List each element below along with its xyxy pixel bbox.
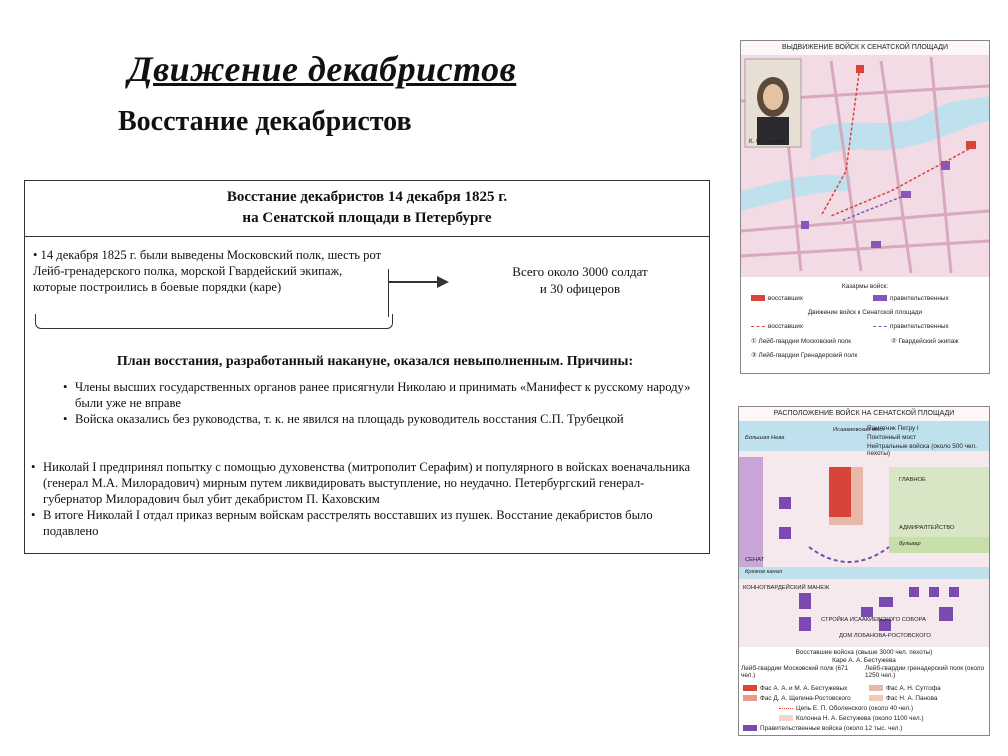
label-bridge: Исаакиевский мост	[833, 427, 885, 433]
legend-label: правительственных	[890, 323, 949, 330]
number-1-icon: ①	[751, 338, 757, 345]
list-item	[31, 507, 703, 539]
legend-label: Колонна Н. А. Бестужева (около 1100 чел.)	[796, 715, 924, 722]
map-troop-movement	[740, 40, 990, 374]
label-lobanov: ДОМ ЛОБАНОВА-РОСТОВСКОГО	[839, 633, 931, 639]
legend-label: Фас Н. А. Панова	[886, 695, 938, 702]
legend-fas3	[743, 695, 851, 702]
map-bottom-title: РАСПОЛОЖЕНИЕ ВОЙСК НА СЕНАТСКОЙ ПЛОЩАДИ	[739, 407, 989, 421]
legend-fas1	[743, 685, 847, 692]
label-senate: СЕНАТ	[745, 557, 765, 563]
legend-label: Лейб-гвардии Московский полк	[758, 338, 852, 345]
outcome-list	[31, 459, 703, 539]
legend-label: правительственных	[890, 295, 949, 302]
subtitle: Восстание декабристов	[118, 106, 412, 137]
outcome-2: В итоге Николай I отдал приказ верным войскам расстрелять восставших из пушек. Восстание декабристов было подавлено	[43, 508, 653, 538]
troops-line2: и 30 офицеров	[539, 281, 621, 296]
bullet-icon: •	[31, 460, 36, 474]
legend-label: Лейб-гвардии Гренадерский полк	[758, 352, 858, 359]
troops-line1: Всего около 3000 солдат	[512, 264, 648, 279]
swatch-icon	[751, 295, 765, 301]
legend-pontoon: Понтонный мост	[867, 434, 917, 441]
plan-reasons-list	[63, 379, 703, 427]
plan-title: План восстания, разработанный накануне, оказался невыполненным. Причины:	[116, 354, 634, 369]
label-kryukov: Крюков канал	[745, 569, 783, 575]
label-boulevard: бульвар	[899, 541, 921, 547]
swatch-icon	[869, 685, 883, 691]
legend-movement: Движение войск к Сенатской площади	[807, 309, 923, 316]
legend-peter: Памятник Петру I	[867, 425, 919, 432]
legend-label: Фас А. Н. Сутгофа	[886, 685, 941, 692]
swatch-icon	[779, 708, 793, 709]
facts-bracket	[35, 314, 393, 329]
arrow-line	[388, 281, 440, 283]
swatch-icon	[743, 685, 757, 691]
legend-label: Гвардейский экипаж	[898, 338, 959, 345]
map-troop-positions	[738, 406, 990, 736]
arrow-right-icon	[437, 276, 449, 288]
legend-gov	[743, 725, 902, 732]
legend-move-rebels	[751, 323, 803, 330]
map-top-title: ВЫДВИЖЕНИЕ ВОЙСК К СЕНАТСКОЙ ПЛОЩАДИ	[741, 41, 989, 55]
number-3-icon: ③	[751, 352, 757, 359]
legend-move-gov	[873, 323, 949, 330]
legend-label: Цепь Е. П. Оболенского (около 40 чел.)	[796, 705, 914, 712]
main-title: Движение декабристов	[128, 49, 517, 89]
list-item	[63, 411, 703, 427]
troops-total	[470, 263, 690, 297]
legend-moscow-regiment	[751, 337, 851, 345]
portrait-caption: К. Ф. Рылеев	[749, 139, 786, 145]
label-konnogv: КОННОГВАРДЕЙСКИЙ МАНЕЖ	[743, 585, 830, 591]
legend-label: Фас А. А. и М. А. Бестужевых	[760, 685, 848, 692]
legend-label: восставших	[768, 295, 803, 302]
legend-column	[779, 715, 923, 722]
legend-header: Казармы войск:	[841, 283, 889, 290]
list-item	[63, 379, 703, 411]
label-isaac: СТРОЙКА ИСААКИЕВСКОГО СОБОРА	[821, 617, 926, 623]
connector-line	[388, 269, 389, 317]
label-neva: Большая Нева	[745, 435, 785, 441]
legend-label: Правительственные войска (около 12 тыс. чел.)	[760, 725, 903, 732]
scheme-header-line2: на Сенатской площади в Петербурге	[242, 210, 492, 226]
legend-label: восставших	[768, 323, 803, 330]
facts-text: • 14 декабря 1825 г. были выведены Московский полк, шесть рот Лейб-гренадерского полка, морской Гвардейский экипаж, которые построились в боевые порядки (каре)	[33, 248, 382, 294]
plan-reason-2: Войска оказались без руководства, т. к. не явился на площадь руководитель восстания С.П. Трубецкой	[75, 412, 624, 426]
bullet-icon: •	[63, 380, 68, 394]
legend-chain	[779, 705, 913, 712]
label-admiralty: АДМИРАЛТЕЙСТВО	[899, 525, 955, 531]
legend-label: Фас Д. А. Щепина-Ростовского	[760, 695, 851, 702]
scheme-header-line1: Восстание декабристов 14 декабря 1825 г.	[226, 189, 508, 205]
legend-moscow: Лейб-гвардии Московский полк (671 чел.)	[741, 665, 849, 679]
legend-grenadier-regiment	[751, 351, 857, 359]
label-glavnoe: ГЛАВНОЕ	[899, 477, 926, 483]
swatch-icon	[743, 725, 757, 731]
number-2-icon: ②	[891, 338, 897, 345]
legend-guards-crew	[891, 337, 959, 345]
swatch-icon	[873, 295, 887, 301]
outcome-1: Николай I предпринял попытку с помощью духовенства (митрополит Серафим) и популярного в войсках военачальника (генерал М.А. Милорадович) мирным путем ликвидировать выступление, но неудачно. Петербургский генерал-губернатор Милорадович был убит декабристом П. Каховским	[43, 460, 691, 506]
arrow-icon	[873, 326, 887, 327]
legend-rebels-barracks	[751, 295, 803, 302]
legend-gov-barracks	[873, 295, 949, 302]
legend-kare: Каре А. А. Бестужева	[832, 657, 896, 664]
swatch-icon	[779, 715, 793, 721]
legend-rebels-total: Восставшие войска (свыше 3000 чел. пехоты)	[795, 649, 933, 656]
legend-grenadier: Лейб-гвардии гренадерский полк (около 1250 чел.)	[865, 665, 985, 679]
swatch-icon	[869, 695, 883, 701]
uprising-scheme	[24, 180, 710, 554]
legend-fas2	[869, 685, 941, 692]
bullet-icon: •	[31, 508, 36, 522]
legend-fas4	[869, 695, 937, 702]
swatch-icon	[743, 695, 757, 701]
arrow-icon	[751, 326, 765, 327]
legend-neutral: Нейтральные войска (около 500 чел. пехоты)	[867, 443, 977, 457]
list-item	[31, 459, 703, 507]
bullet-icon: •	[63, 412, 68, 426]
plan-reason-1: Члены высших государственных органов ранее присягнули Николаю и принимать «Манифест к русскому народу» были уже не вправе	[75, 380, 691, 410]
scheme-header	[25, 181, 709, 237]
